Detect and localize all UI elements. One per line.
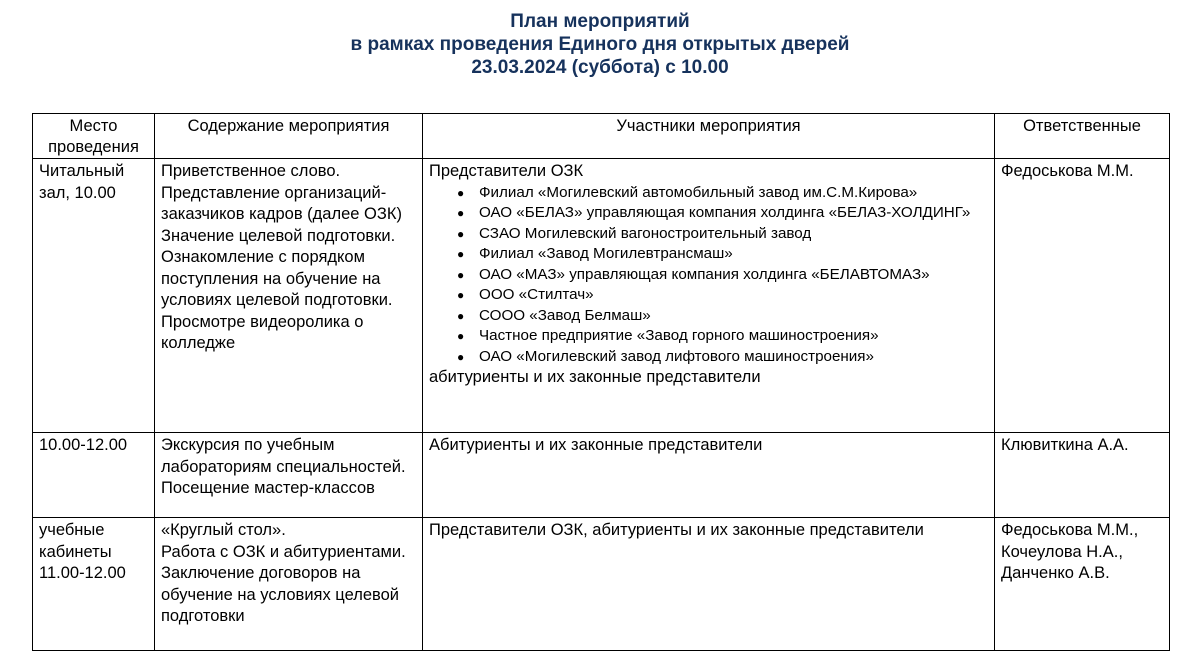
participants-intro: Представители ОЗК (429, 162, 584, 180)
cell-place: Читальный зал, 10.00 (33, 159, 155, 433)
content-line: Значение целевой подготовки. (161, 226, 396, 245)
bullet-icon: ● (457, 185, 465, 200)
bullet-icon: ● (457, 206, 465, 220)
heading-line-1: План мероприятий (510, 11, 690, 32)
content-line: «Круглый стол». (161, 521, 286, 539)
list-item: ● ООО «Стилтач» (429, 285, 988, 306)
bullet-icon: ● (457, 308, 465, 323)
heading-line-2: в рамках проведения Единого дня открытых дверей (350, 34, 850, 55)
cell-responsible: Федоськова М.М., Кочеулова Н.А., Данченко А.В. (995, 518, 1170, 651)
content-line: Работа с ОЗК и абитуриентами. (161, 542, 406, 561)
cell-content (155, 159, 423, 433)
content-line: Представление организаций-заказчиков кадров (далее ОЗК) (161, 183, 402, 223)
heading-line-3: 23.03.2024 (суббота) с 10.00 (471, 57, 729, 78)
cell-responsible: Клювиткина А.А. (995, 433, 1170, 518)
cell-participants: Представители ОЗК, абитуриенты и их законные представители (423, 518, 995, 651)
cell-place: учебные кабинеты 11.00-12.00 (33, 518, 155, 651)
content-line: Приветственное слово. (161, 162, 341, 180)
table-row (33, 159, 1170, 433)
cell-content (155, 518, 423, 651)
content-line: Просмотре видеоролика о колледже (161, 312, 364, 352)
list-item: ● СЗАО Могилевский вагоностроительный завод (429, 224, 988, 245)
table-row (33, 518, 1170, 651)
cell-responsible: Федоськова М.М. (995, 159, 1170, 433)
cell-content (155, 433, 423, 518)
bullet-icon: ● (457, 267, 465, 282)
bullet-icon: ● (457, 247, 465, 261)
list-item: ● Филиал «Завод Могилевтрансмаш» (429, 244, 988, 265)
cell-participants (423, 159, 995, 433)
header-participants: Участники мероприятия (423, 114, 995, 159)
bullet-icon: ● (457, 226, 465, 241)
list-item: ● ОАО «Могилевский завод лифтового машиностроения» (429, 347, 988, 368)
header-place: Место проведения (33, 114, 155, 159)
content-line: Заключение договоров на обучение на условиях целевой подготовки (161, 564, 399, 625)
header-content: Содержание мероприятия (155, 114, 423, 159)
bullet-icon: ● (457, 288, 465, 302)
list-item: ● ОАО «БЕЛАЗ» управляющая компания холдинга «БЕЛАЗ-ХОЛДИНГ» (429, 203, 988, 224)
list-item: ● СООО «Завод Белмаш» (429, 306, 988, 327)
bullet-icon: ● (457, 329, 465, 343)
content-line: Посещение мастер-классов (161, 479, 375, 497)
cell-place: 10.00-12.00 (33, 433, 155, 518)
event-plan-table (32, 113, 1170, 651)
list-item: ● Филиал «Могилевский автомобильный завод им.С.М.Кирова» (429, 183, 988, 204)
content-line: Экскурсия по учебным лабораториям специальностей. (161, 436, 406, 476)
participants-outro: абитуриенты и их законные представители (429, 368, 761, 386)
organization-list (429, 183, 988, 368)
list-item: ● Частное предприятие «Завод горного машиностроения» (429, 326, 988, 347)
document-heading (0, 10, 1200, 79)
cell-participants: Абитуриенты и их законные представители (423, 433, 995, 518)
content-line: Ознакомление с порядком поступления на обучение на условиях целевой подготовки. (161, 248, 393, 309)
bullet-icon: ● (457, 349, 465, 364)
header-responsible: Ответственные (995, 114, 1170, 159)
table-row (33, 433, 1170, 518)
table-header-row (33, 114, 1170, 159)
list-item: ● ОАО «МАЗ» управляющая компания холдинга «БЕЛАВТОМАЗ» (429, 265, 988, 286)
